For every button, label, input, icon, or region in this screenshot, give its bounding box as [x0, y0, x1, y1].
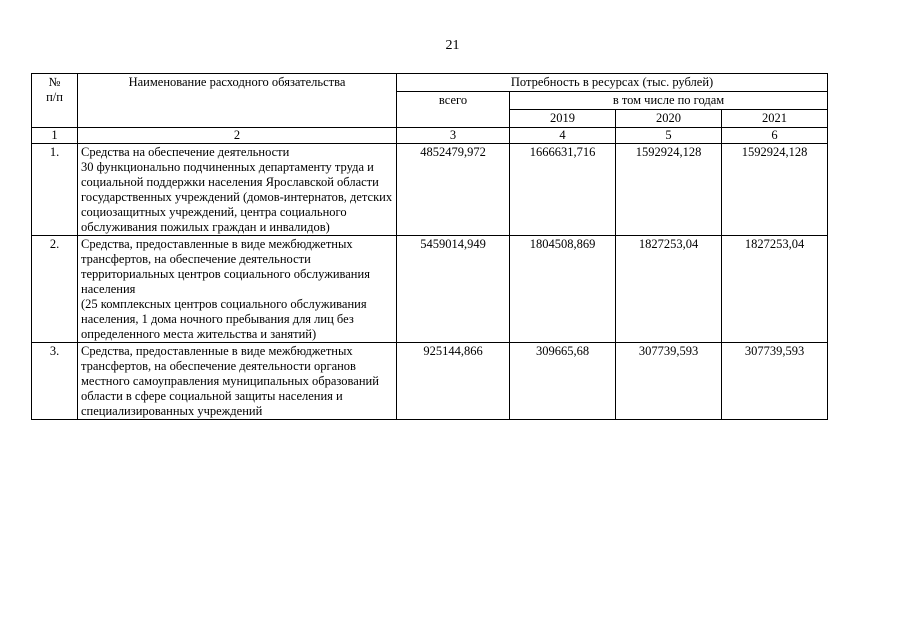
row-num: 1. — [32, 144, 78, 236]
page-number: 21 — [445, 38, 460, 53]
header-num: № п/п — [32, 74, 78, 128]
column-index: 2 — [78, 128, 397, 144]
resource-needs-table — [31, 73, 828, 420]
header-by-years: в том числе по годам — [510, 92, 828, 110]
row-2021: 1827253,04 — [722, 236, 828, 343]
header-total: всего — [397, 92, 510, 128]
row-2019: 1804508,869 — [510, 236, 616, 343]
row-name: Средства, предоставленные в виде межбюджетных трансфертов, на обеспечение деятельности органов местного самоуправления муниципальных образований области в сфере социальной защиты населения и специализированных учреждений — [78, 343, 397, 420]
table-row — [32, 144, 828, 236]
row-2020: 1827253,04 — [616, 236, 722, 343]
row-name: Средства, предоставленные в виде межбюджетных трансфертов, на обеспечение деятельности территориальных центров социального обслуживания населения (25 комплексных центров социального обслуживания населения, 1 дома ночного пребывания для лиц без определенного места жительства и занятий) — [78, 236, 397, 343]
row-2019: 1666631,716 — [510, 144, 616, 236]
row-total: 5459014,949 — [397, 236, 510, 343]
header-need: Потребность в ресурсах (тыс. рублей) — [397, 74, 828, 92]
header-year-2020: 2020 — [616, 110, 722, 128]
column-index: 1 — [32, 128, 78, 144]
row-total: 4852479,972 — [397, 144, 510, 236]
column-index: 5 — [616, 128, 722, 144]
header-year-2021: 2021 — [722, 110, 828, 128]
row-total: 925144,866 — [397, 343, 510, 420]
column-index: 4 — [510, 128, 616, 144]
row-2020: 1592924,128 — [616, 144, 722, 236]
table-row — [32, 236, 828, 343]
row-2021: 307739,593 — [722, 343, 828, 420]
row-num: 2. — [32, 236, 78, 343]
row-2020: 307739,593 — [616, 343, 722, 420]
row-num: 3. — [32, 343, 78, 420]
column-index: 6 — [722, 128, 828, 144]
row-2019: 309665,68 — [510, 343, 616, 420]
header-name: Наименование расходного обязательства — [78, 74, 397, 128]
header-year-2019: 2019 — [510, 110, 616, 128]
row-name: Средства на обеспечение деятельности 30 функционально подчиненных департаменту труда и социальной поддержки населения Ярославской области государственных учреждений (домов-интернатов, детских социозащитных учреждений, центра социального обслуживания пожилых граждан и инвалидов) — [78, 144, 397, 236]
row-2021: 1592924,128 — [722, 144, 828, 236]
table-row — [32, 343, 828, 420]
column-index: 3 — [397, 128, 510, 144]
